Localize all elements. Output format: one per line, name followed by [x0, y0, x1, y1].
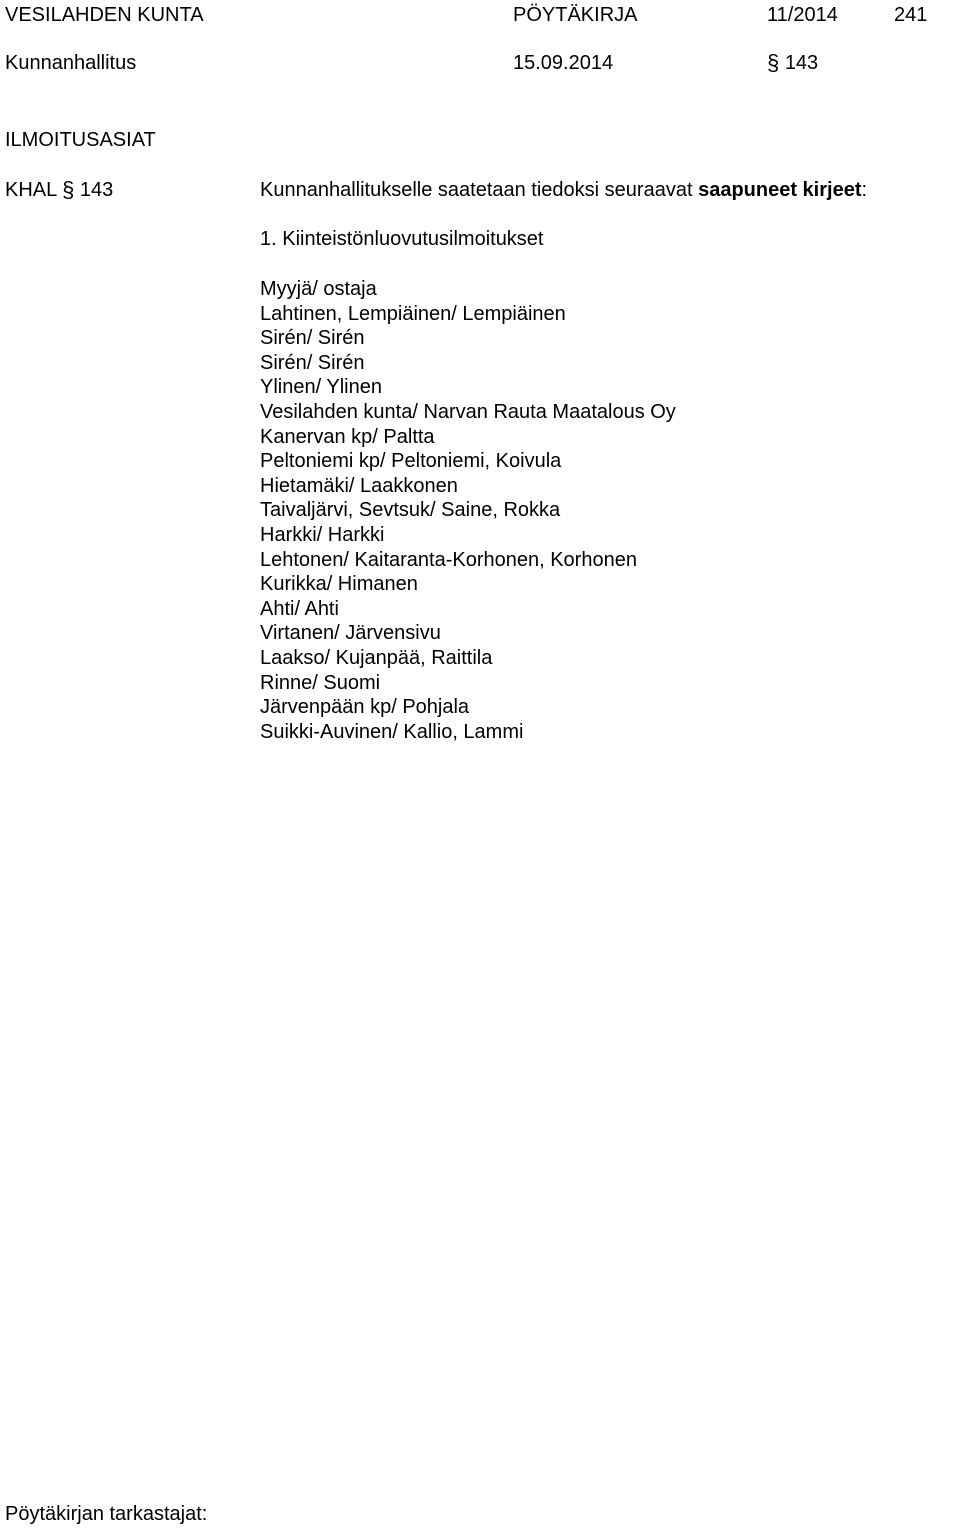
list-item: Suikki-Auvinen/ Kallio, Lammi — [260, 720, 524, 743]
document-type: PÖYTÄKIRJA — [513, 4, 638, 26]
footer-label: Pöytäkirjan tarkastajat: — [5, 1503, 208, 1525]
list-item: Sirén/ Sirén — [260, 327, 365, 350]
list-item: Sirén/ Sirén — [260, 351, 365, 374]
intro-bold-text: saapuneet kirjeet — [698, 179, 862, 201]
section-ref-symbol: § — [62, 177, 75, 202]
list-item: Järvenpään kp/ Pohjala — [260, 696, 470, 719]
page-number: 241 — [894, 4, 928, 26]
list-item: Virtanen/ Järvensivu — [260, 622, 441, 645]
list-item: Lahtinen, Lempiäinen/ Lempiäinen — [260, 302, 566, 325]
list-item: Kurikka/ Himanen — [260, 573, 418, 596]
list-item: Vesilahden kunta/ Narvan Rauta Maatalous Oy — [260, 400, 676, 423]
list-item: Hietamäki/ Laakkonen — [260, 474, 458, 497]
header-section-number: 143 — [784, 52, 819, 74]
list-item: Laakso/ Kujanpää, Raittila — [260, 646, 493, 669]
section-ref-label: KHAL — [5, 179, 57, 201]
list-item: Peltoniemi kp/ Peltoniemi, Koivula — [260, 450, 562, 473]
issue-number: 11/2014 — [767, 4, 838, 26]
section-symbol: § — [767, 50, 780, 75]
list-item: Ylinen/ Ylinen — [260, 376, 382, 399]
list-header: Myyjä/ ostaja — [260, 278, 377, 300]
body-name: Kunnanhallitus — [5, 52, 137, 74]
list-item: Harkki/ Harkki — [260, 523, 385, 546]
intro-end: : — [861, 179, 868, 201]
item-number: 1. — [260, 228, 277, 250]
list-item: Kanervan kp/ Paltta — [260, 425, 435, 448]
header-section-ref — [767, 51, 818, 75]
item-title-line — [260, 227, 544, 251]
list-item: Rinne/ Suomi — [260, 671, 381, 694]
meeting-date: 15.09.2014 — [513, 52, 614, 74]
list-item: Ahti/ Ahti — [260, 597, 339, 620]
section-ref-number: 143 — [79, 179, 114, 201]
list-item: Lehtonen/ Kaitaranta-Korhonen, Korhonen — [260, 548, 637, 571]
intro-text: Kunnanhallitukselle saatetaan tiedoksi seuraavat — [260, 179, 693, 201]
list-item: Taivaljärvi, Sevtsuk/ Saine, Rokka — [260, 499, 561, 522]
item-title: Kiinteistönluovutusilmoitukset — [282, 228, 544, 250]
intro-paragraph — [260, 178, 867, 202]
section-reference — [5, 178, 113, 202]
section-heading: ILMOITUSASIAT — [5, 129, 156, 151]
transaction-list — [260, 277, 676, 744]
organization-name: VESILAHDEN KUNTA — [5, 4, 204, 26]
